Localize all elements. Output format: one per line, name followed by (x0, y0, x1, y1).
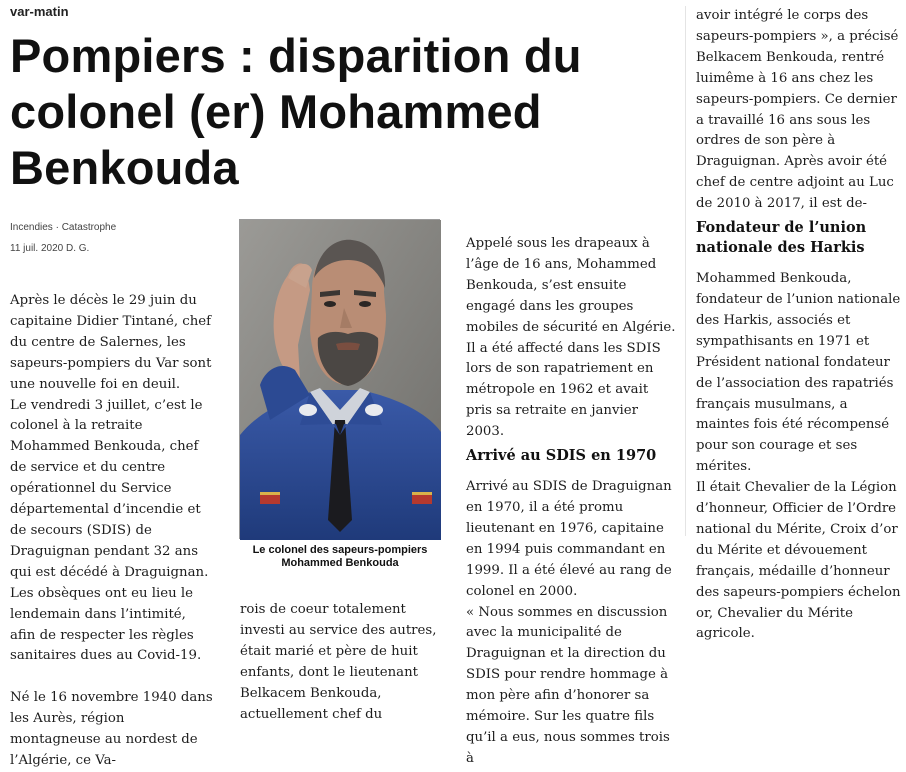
paragraph: Mohammed Benkouda, fondateur de l’union nationale des Harkis, associés et sympathisants en 1971 et Président national fondateur de l’association des rapatriés français musulmans, a maintes fois été récompensé pour son courage et ses mérites. (696, 271, 901, 475)
article-date-author: 11 juil. 2020 D. G. (10, 243, 90, 254)
paragraph: Né le 16 novembre 1940 dans les Aurès, région montagneuse au nordest de l’Algérie, ce Va- (10, 690, 213, 769)
caption-line: Mohammed Benkouda (281, 557, 399, 569)
paragraph: Appelé sous les drapeaux à l’âge de 16 ans, Mohammed Benkouda, s’est ensuite engagé dans les groupes mobiles de sécurité en Algérie. Il a été affecté dans les SDIS lors de son rapatriement en métropole en 1962 et avait pris sa retraite en janvier 2003. (466, 236, 676, 440)
paragraph: Arrivé au SDIS de Draguignan en 1970, il a été promu lieutenant en 1976, capitaine en 1994 puis commandant en 1999. Il a été élevé au rang de colonel en 2000. (466, 479, 672, 599)
article-column-2 (240, 600, 445, 725)
publication-name: var-matin (10, 4, 69, 19)
paragraph: Il était Chevalier de la Légion d’honneur, Officier de l’Ordre national du Mérite, Croix d’or du Mérite et dévouement français, médaille d’honneur des sapeurs-pompiers échelon or, Chevalier du Mérite agricole. (696, 480, 901, 642)
paragraph: Les obsèques ont eu lieu le lendemain dans l’intimité, afin de respecter les règles sanitaires dues au Covid-19. (10, 585, 202, 664)
article-headline: Pompiers : disparition du colonel (er) Mohammed Benkouda (10, 29, 582, 194)
paragraph: Le vendredi 3 juillet, c’est le colonel à la retraite Mohammed Benkouda, chef de service et du centre opérationnel du Service départemental d’incendie et de secours (SDIS) de Draguignan pendant 32 ans qui est décédé à Draguignan. (10, 397, 209, 580)
photo-caption (238, 544, 442, 570)
section-heading: Fondateur de l’union nationale des Harkis (696, 219, 867, 257)
article-column-4 (696, 6, 902, 645)
caption-line: Le colonel des sapeurs-pompiers (252, 544, 428, 556)
section-heading: Arrivé au SDIS en 1970 (466, 447, 657, 465)
column-divider (685, 6, 686, 536)
article-column-1 (10, 291, 215, 772)
paragraph: « Nous sommes en discussion avec la municipalité de Draguignan et la direction du SDIS pour rendre hommage à mon père afin d’honorer sa mémoire. Sur les quatre fils qu’il a eus, nous sommes trois à (466, 604, 670, 766)
article-categories: Incendies · Catastrophe (10, 222, 117, 233)
paragraph: Après le décès le 29 juin du capitaine Didier Tintané, chef du centre de Salernes, les sapeurs-pompiers du Var sont une nouvelle foi en deuil. (10, 293, 212, 392)
paragraph: rois de coeur totalement investi au service des autres, était marié et père de huit enfants, dont le lieutenant Belkacem Benkouda, actuellement chef du (240, 602, 437, 722)
paragraph: avoir intégré le corps des sapeurs-pompiers », a précisé Belkacem Benkouda, rentré luimême à 16 ans chez les sapeurs-pompiers. Ce dernier a travaillé 16 ans sous les ordres de son père à Draguignan. Après avoir été chef de centre adjoint au Luc de 2010 à 2017, il est de- (696, 8, 899, 212)
article-column-3 (466, 234, 676, 770)
portrait-photo (239, 219, 440, 539)
